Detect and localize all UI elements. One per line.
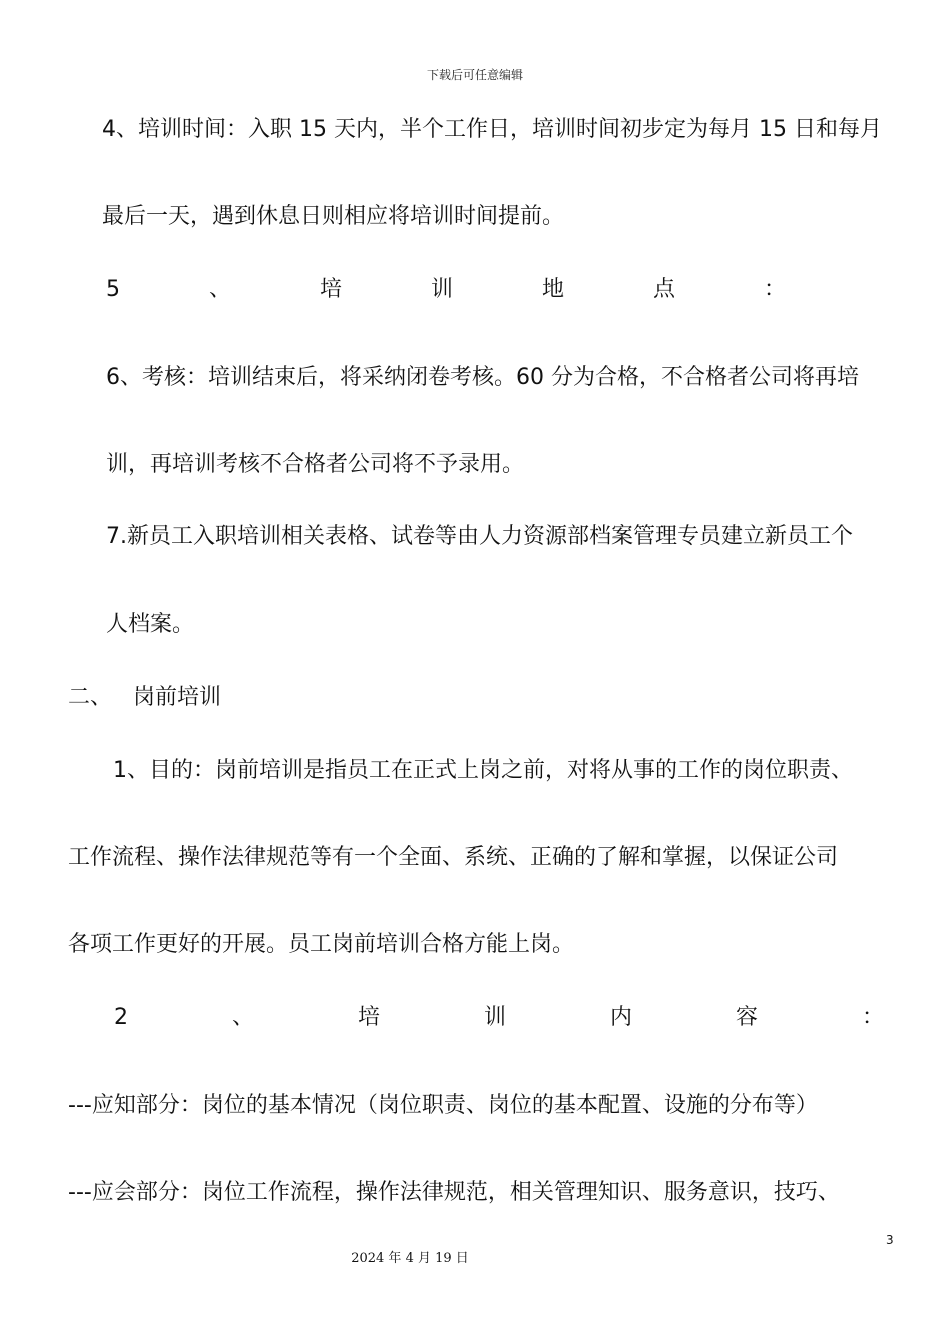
spread-char: 2 <box>114 1005 128 1030</box>
footer-date: 2024 年 4 月 19 日 <box>351 1251 469 1266</box>
section-2-heading: 二、 岗前培训 <box>68 685 221 710</box>
spread-char: 地 <box>541 277 564 302</box>
spread-char: 、 <box>208 277 231 302</box>
paragraph-6-line-2: 训，再培训考核不合格者公司将不予录用。 <box>106 452 525 477</box>
section-2-purpose-line-1: 1、目的：岗前培训是指员工在正式上岗之前，对将从事的工作的岗位职责、 <box>113 758 853 783</box>
section-2-training-content <box>114 1003 884 1033</box>
spread-char: 点 <box>652 277 675 302</box>
spread-char: 培 <box>319 277 342 302</box>
spread-char: 训 <box>483 1005 506 1030</box>
knowledge-section-line: ---应知部分：岗位的基本情况（岗位职责、岗位的基本配置、设施的分布等） <box>68 1093 818 1118</box>
spread-char: 训 <box>430 277 453 302</box>
paragraph-4-line-2: 最后一天，遇到休息日则相应将培训时间提前。 <box>102 204 565 229</box>
section-2-purpose-line-2: 工作流程、操作法律规范等有一个全面、系统、正确的了解和掌握，以保证公司 <box>68 845 839 870</box>
paragraph-6-line-1: 6、考核：培训结束后，将采纳闭卷考核。60 分为合格，不合格者公司将再培 <box>106 365 859 390</box>
spread-char: 、 <box>231 1005 254 1030</box>
spread-char: 内 <box>609 1005 632 1030</box>
page-number: 3 <box>886 1233 894 1247</box>
spread-char: 培 <box>357 1005 380 1030</box>
section-2-purpose-line-3: 各项工作更好的开展。员工岗前培训合格方能上岗。 <box>68 932 575 957</box>
skill-section-line: ---应会部分：岗位工作流程，操作法律规范，相关管理知识、服务意识，技巧、 <box>68 1180 840 1205</box>
spread-char: 容 <box>735 1005 758 1030</box>
paragraph-7-line-2: 人档案。 <box>106 612 195 637</box>
paragraph-4-line-1: 4、培训时间：入职 15 天内，半个工作日，培训时间初步定为每月 15 日和每月 <box>102 117 882 142</box>
paragraph-7-line-1: 7.新员工入职培训相关表格、试卷等由人力资源部档案管理专员建立新员工个 <box>106 524 853 549</box>
spread-char: 5 <box>106 277 120 302</box>
paragraph-5-training-location <box>106 275 786 305</box>
spread-char: ： <box>861 1005 884 1030</box>
page-header: 下载后可任意编辑 <box>426 68 523 82</box>
spread-char: ： <box>763 277 786 302</box>
